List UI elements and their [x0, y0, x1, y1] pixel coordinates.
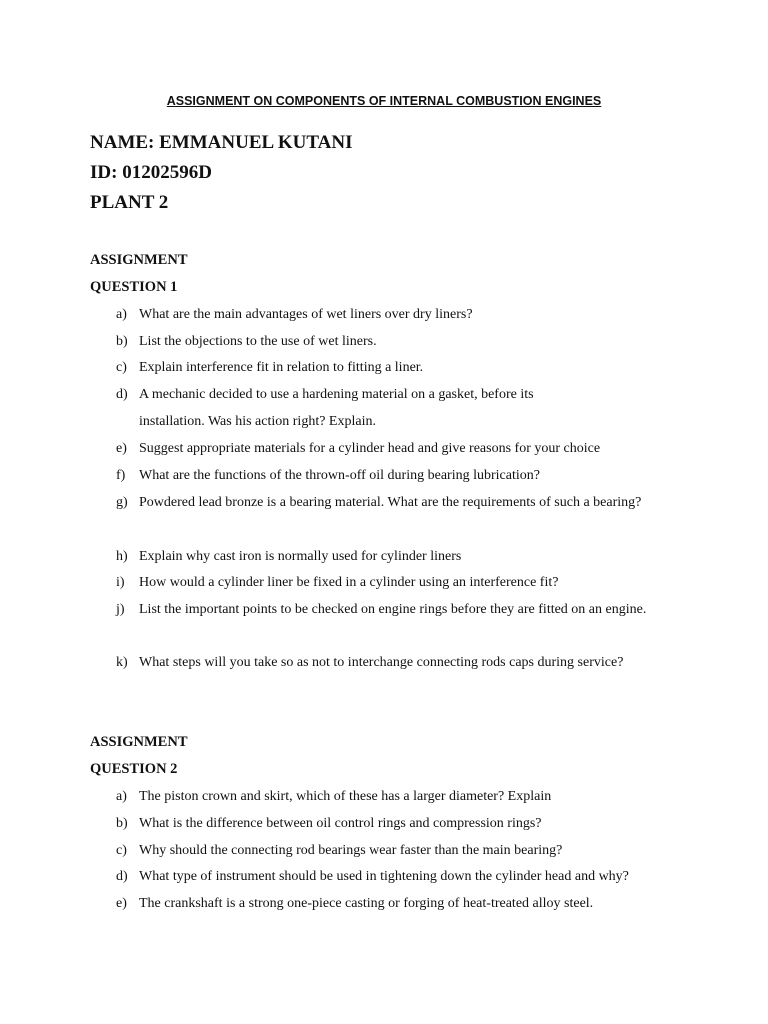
question-item-1i	[116, 569, 676, 596]
question-item-2b	[116, 810, 676, 837]
item-label: d)	[116, 387, 128, 402]
item-text: What are the main advantages of wet liners over dry liners?	[139, 307, 473, 322]
question-item-1f	[116, 462, 676, 489]
section1-heading: ASSIGNMENT	[90, 252, 188, 268]
student-id: ID: 01202596D	[90, 162, 212, 183]
item-label: h)	[116, 549, 128, 564]
item-label: j)	[116, 602, 125, 617]
item-label: a)	[116, 789, 127, 804]
item-text: List the objections to the use of wet liners.	[139, 334, 377, 349]
item-label: c)	[116, 360, 127, 375]
question-item-1a	[116, 301, 676, 328]
question-item-1h	[116, 543, 676, 570]
item-label: f)	[116, 468, 126, 483]
question-item-1g	[116, 489, 676, 516]
item-label: d)	[116, 869, 128, 884]
item-label: k)	[116, 655, 128, 670]
item-text: List the important points to be checked on engine rings before they are fitted on an engine.	[139, 602, 647, 617]
question-item-1d	[116, 381, 586, 435]
item-label: c)	[116, 843, 127, 858]
item-label: e)	[116, 441, 127, 456]
item-text: Why should the connecting rod bearings wear faster than the main bearing?	[139, 843, 563, 858]
question-item-2c	[116, 837, 676, 864]
section1-question: QUESTION 1	[90, 279, 178, 295]
item-label: a)	[116, 307, 127, 322]
item-label: g)	[116, 495, 128, 510]
item-text: Explain why cast iron is normally used for cylinder liners	[139, 549, 462, 564]
question-item-2e	[116, 890, 676, 917]
question-item-2d	[116, 863, 676, 890]
section2-question: QUESTION 2	[90, 761, 178, 777]
item-label: i)	[116, 575, 125, 590]
item-text: The piston crown and skirt, which of these has a larger diameter? Explain	[139, 789, 552, 804]
item-text: The crankshaft is a strong one-piece casting or forging of heat-treated alloy steel.	[139, 896, 594, 911]
item-text: What type of instrument should be used in tightening down the cylinder head and why?	[139, 869, 629, 884]
item-text: Explain interference fit in relation to fitting a liner.	[139, 360, 424, 375]
item-label: b)	[116, 816, 128, 831]
plant-label: PLANT 2	[90, 192, 169, 213]
item-text: What is the difference between oil control rings and compression rings?	[139, 816, 542, 831]
question-item-1k	[116, 649, 676, 676]
item-label: b)	[116, 334, 128, 349]
item-text: Powdered lead bronze is a bearing material. What are the requirements of such a bearing?	[139, 495, 642, 510]
item-label: e)	[116, 896, 127, 911]
item-text: Suggest appropriate materials for a cylinder head and give reasons for your choice	[139, 441, 601, 456]
item-text: How would a cylinder liner be fixed in a cylinder using an interference fit?	[139, 575, 559, 590]
question-item-2a	[116, 783, 676, 810]
question-item-1b	[116, 328, 676, 355]
item-text: What steps will you take so as not to interchange connecting rods caps during service?	[139, 655, 624, 670]
item-text: A mechanic decided to use a hardening material on a gasket, before its installation. Was his action right? Explain.	[139, 387, 534, 429]
student-name: NAME: EMMANUEL KUTANI	[90, 132, 353, 153]
question-item-1j	[116, 596, 676, 623]
section2-heading: ASSIGNMENT	[90, 734, 188, 750]
question-item-1e	[116, 435, 676, 462]
question-item-1c	[116, 354, 676, 381]
item-text: What are the functions of the thrown-off oil during bearing lubrication?	[139, 468, 540, 483]
document-title: ASSIGNMENT ON COMPONENTS OF INTERNAL COMBUSTION ENGINES	[166, 94, 602, 108]
